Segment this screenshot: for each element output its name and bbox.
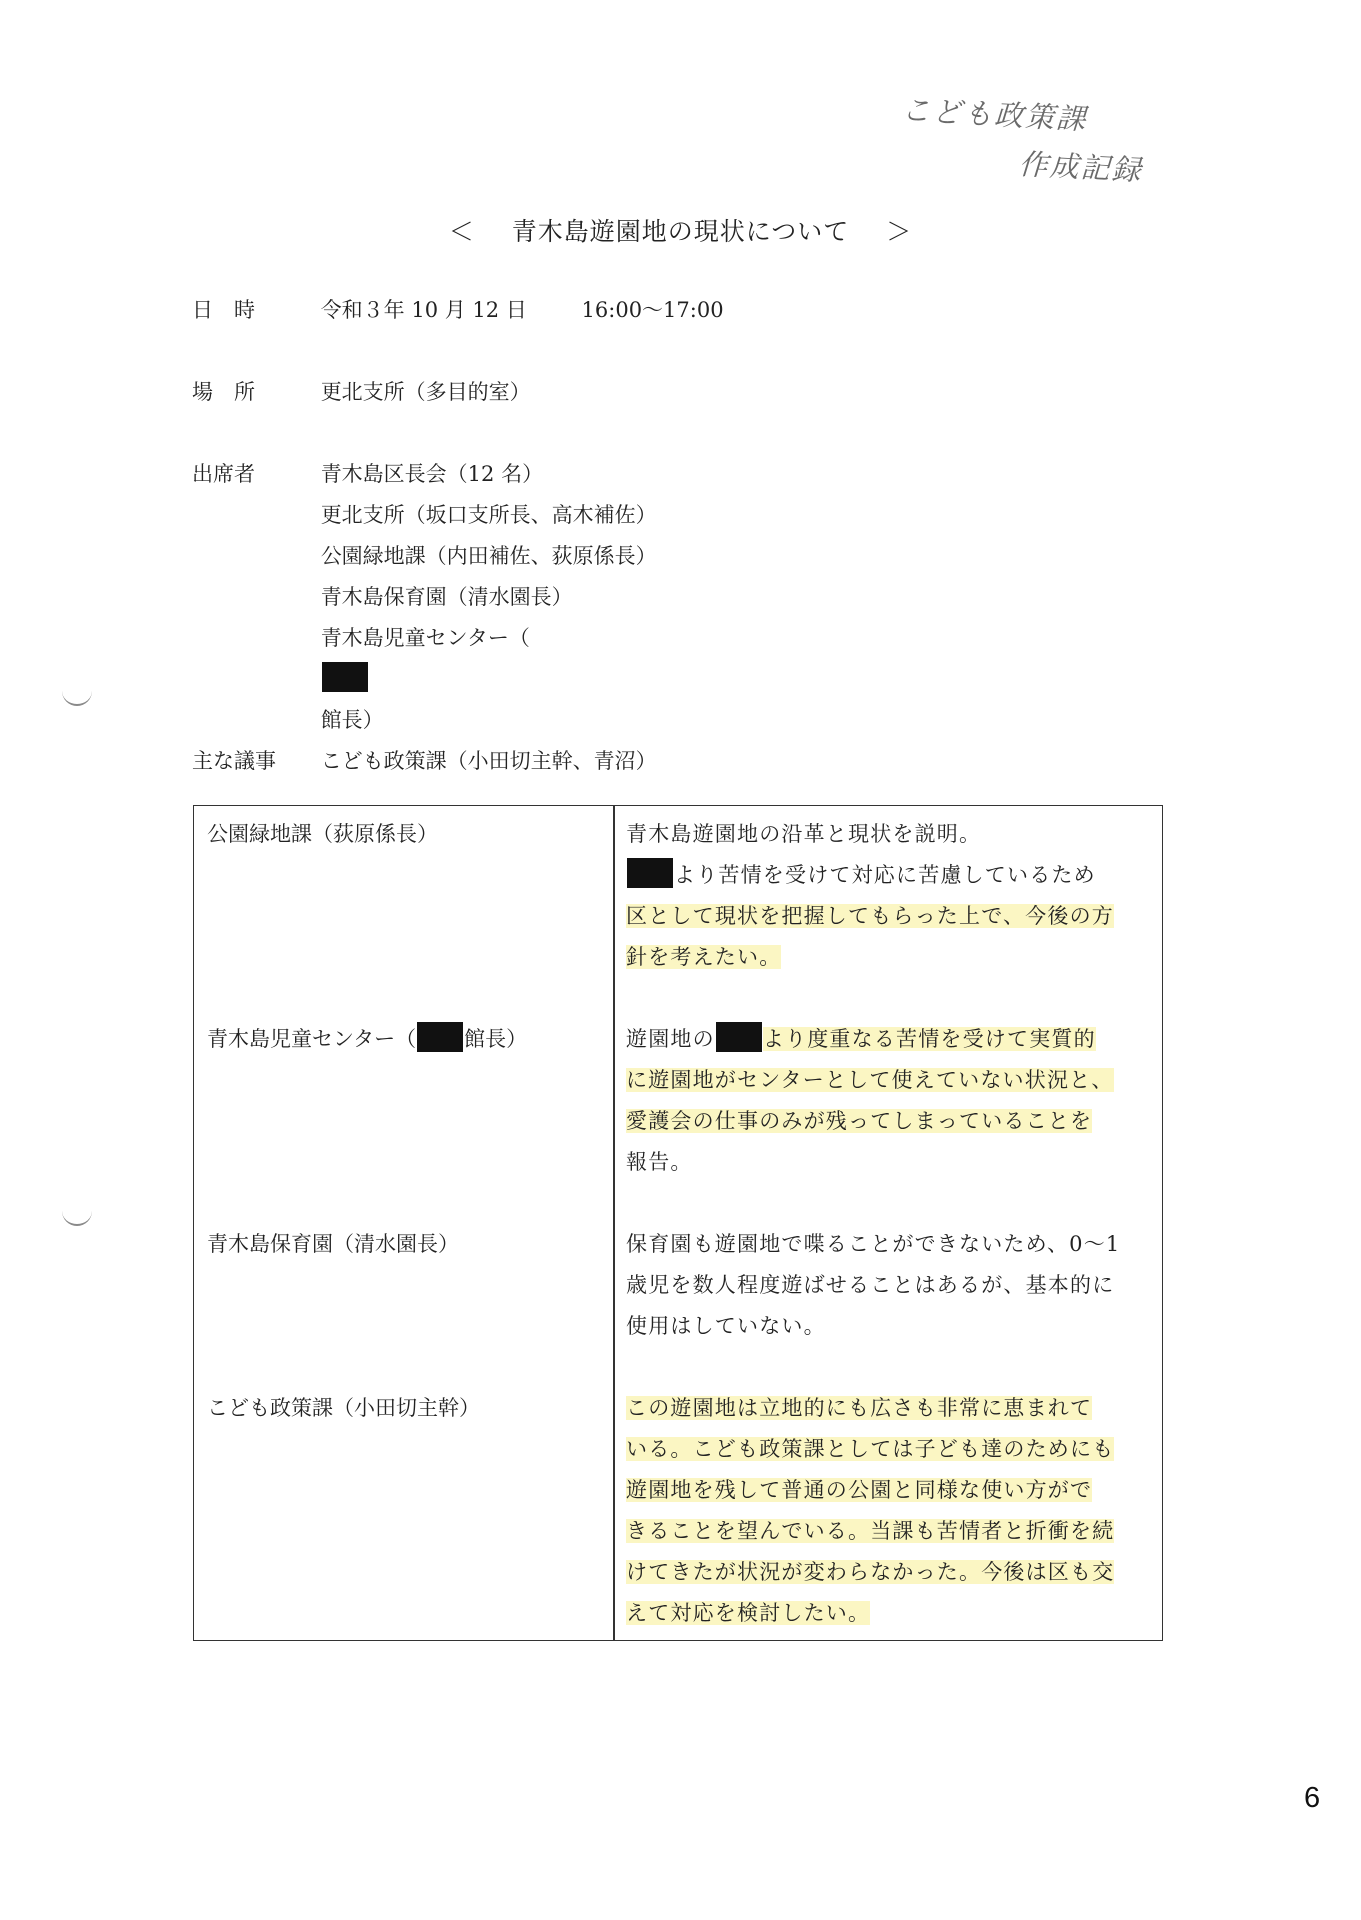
meeting-date: 令和３年 10 月 12 日 <box>320 298 527 322</box>
highlighted-text: より度重なる苦情を受けて実質的 <box>762 1027 1096 1051</box>
statement-line <box>626 1552 1156 1593</box>
statement-line <box>626 1019 1156 1060</box>
highlighted-text: きることを望んでいる。当課も苦情者と折衝を続 <box>626 1519 1115 1543</box>
statement-line: 保育園も遊園地で喋ることができないため、0～1 <box>626 1232 1121 1256</box>
handwritten-note-line2: 作成記録 <box>1017 146 1144 188</box>
highlighted-text: 遊園地を残して普通の公園と同様な使い方がで <box>626 1478 1093 1502</box>
highlighted-text: けてきたが状況が変わらなかった。今後は区も交 <box>626 1560 1115 1584</box>
statement-line <box>626 1593 1156 1634</box>
attendee-item: 青木島区長会（12 名） <box>320 462 544 486</box>
statement-line <box>626 1429 1156 1470</box>
statement-line: 使用はしていない。 <box>626 1314 826 1338</box>
attendees-field <box>192 454 657 782</box>
punch-hole-mark-upper <box>62 690 92 706</box>
minutes-table <box>193 805 1163 1641</box>
highlighted-text: 区として現状を把握してもらった上で、今後の方 <box>626 904 1114 928</box>
table-column-divider <box>613 806 615 1640</box>
highlighted-text: えて対応を検討したい。 <box>626 1601 871 1625</box>
attendees-list <box>321 454 657 782</box>
speaker-suffix: 館長） <box>464 1027 528 1051</box>
statement-line <box>626 937 1156 978</box>
statement-text: 遊園地の <box>626 1027 715 1051</box>
datetime-label: 日 時 <box>192 298 255 322</box>
statement-line: 歳児を数人程度遊ばせることはあるが、基本的に <box>626 1273 1115 1297</box>
statement-line <box>626 1388 1156 1429</box>
statement-text: より苦情を受けて対応に苦慮しているため <box>674 863 1096 887</box>
attendees-label: 出席者 <box>192 462 255 486</box>
highlighted-text: 愛護会の仕事のみが残ってしまっていることを <box>626 1109 1093 1133</box>
speaker-childrens-center <box>207 1019 527 1060</box>
speaker-parks-division: 公園緑地課（荻原係長） <box>207 822 438 846</box>
place-field <box>192 372 531 413</box>
attendee-item: 更北支所（坂口支所長、高木補佐） <box>320 503 657 527</box>
redaction-block <box>322 662 368 692</box>
center-suffix: 館長） <box>320 708 384 732</box>
speaker-nursery-school: 青木島保育園（清水園長） <box>207 1232 459 1256</box>
highlighted-text: に遊園地がセンターとして使えていない状況と、 <box>626 1068 1114 1092</box>
place-value: 更北支所（多目的室） <box>320 380 531 404</box>
statement-line <box>626 896 1156 937</box>
redaction-block <box>627 858 673 888</box>
speaker-prefix: 青木島児童センター（ <box>207 1027 417 1051</box>
highlighted-text: この遊園地は立地的にも広さも非常に恵まれて <box>626 1396 1093 1420</box>
statement-line: 青木島遊園地の沿革と現状を説明。 <box>626 822 982 846</box>
datetime-value <box>321 290 724 331</box>
datetime-field <box>192 290 724 331</box>
statement-line <box>626 1101 1156 1142</box>
highlighted-text: いる。こども政策課としては子ども達のためにも <box>626 1437 1115 1461</box>
title-left-bracket: ＜ <box>448 217 475 246</box>
punch-hole-mark-lower <box>62 1210 92 1226</box>
statement-parks-division <box>626 814 1156 978</box>
handwritten-note-line1: こども政策課 <box>900 92 1089 137</box>
statement-line <box>626 1511 1156 1552</box>
statement-line <box>626 1470 1156 1511</box>
handwritten-note <box>898 86 1147 195</box>
title-right-bracket: ＞ <box>886 217 913 246</box>
attendee-item: 青木島保育園（清水園長） <box>320 585 573 609</box>
document-title <box>0 212 1361 248</box>
redaction-block <box>716 1022 762 1052</box>
statement-line <box>626 855 1156 896</box>
attendee-item-center <box>321 618 657 741</box>
statement-line <box>626 1060 1156 1101</box>
statement-childrens-center <box>626 1019 1156 1183</box>
attendee-item: こども政策課（小田切主幹、青沼） <box>320 749 657 773</box>
place-label: 場 所 <box>192 380 255 404</box>
attendee-item: 公園緑地課（内田補佐、荻原係長） <box>320 544 657 568</box>
meeting-time: 16:00～17:00 <box>581 298 724 322</box>
statement-childrens-policy <box>626 1388 1156 1634</box>
statement-line: 報告。 <box>626 1150 693 1174</box>
center-prefix: 青木島児童センター（ <box>320 626 530 650</box>
highlighted-text: 針を考えたい。 <box>626 945 782 969</box>
redaction-block <box>417 1022 463 1052</box>
page-number: 6 <box>1304 1782 1321 1814</box>
agenda-heading: 主な議事 <box>192 749 276 773</box>
speaker-childrens-policy: こども政策課（小田切主幹） <box>207 1396 480 1420</box>
statement-nursery-school <box>626 1224 1156 1347</box>
title-text: 青木島遊園地の現状について <box>511 217 850 246</box>
